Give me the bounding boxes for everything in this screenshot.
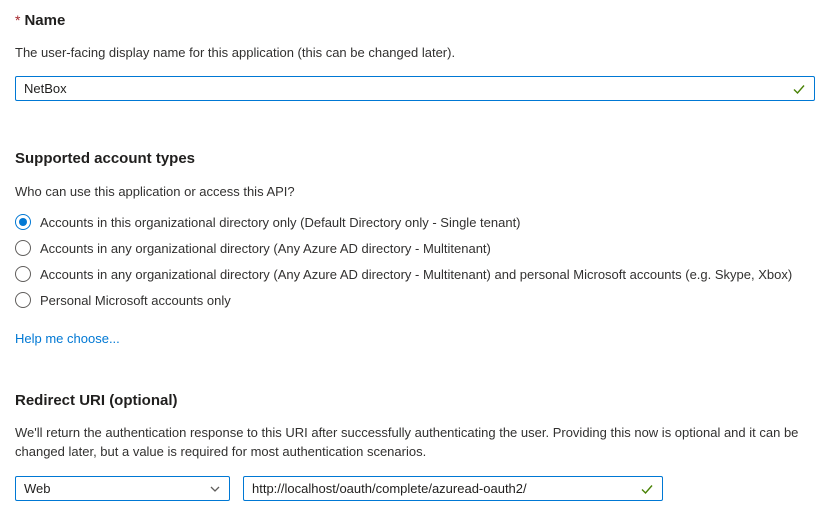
redirect-uri-description: We'll return the authentication response to this URI after successfully authenticating the user. Providing this now is optional and it can be changed later, but a value is required for most authentication scenarios. <box>15 425 799 459</box>
platform-select[interactable] <box>15 476 230 501</box>
redirect-uri-row <box>15 476 815 501</box>
radio-option-label: Personal Microsoft accounts only <box>40 292 231 308</box>
redirect-uri-title: Redirect URI (optional) <box>15 392 178 409</box>
redirect-uri-input[interactable] <box>252 481 632 496</box>
radio-option-label: Accounts in any organizational directory (Any Azure AD directory - Multitenant) <box>40 240 491 256</box>
name-input[interactable] <box>24 81 784 96</box>
name-field-description: The user-facing display name for this application (this can be changed later). <box>15 45 456 60</box>
radio-icon <box>15 292 31 308</box>
account-types-radio-group <box>15 209 815 313</box>
radio-option-personal-only[interactable] <box>15 287 815 313</box>
name-field-label <box>15 12 815 29</box>
name-input-box <box>15 76 815 101</box>
radio-option-single-tenant[interactable] <box>15 209 815 235</box>
valid-check-icon <box>792 82 806 96</box>
chevron-down-icon <box>209 483 221 495</box>
platform-select-value: Web <box>24 481 51 496</box>
radio-icon <box>15 266 31 282</box>
name-label-text: Name <box>24 12 66 29</box>
required-asterisk: * <box>15 12 21 28</box>
help-me-choose-link[interactable]: Help me choose... <box>15 331 120 346</box>
redirect-uri-input-box <box>243 476 663 501</box>
radio-option-label: Accounts in this organizational directory only (Default Directory only - Single tenant) <box>40 214 521 230</box>
radio-icon <box>15 240 31 256</box>
radio-option-multitenant[interactable] <box>15 235 815 261</box>
account-types-title: Supported account types <box>15 150 196 167</box>
account-types-question: Who can use this application or access this API? <box>15 184 295 199</box>
valid-check-icon <box>640 482 654 496</box>
radio-icon <box>15 214 31 230</box>
radio-option-label: Accounts in any organizational directory (Any Azure AD directory - Multitenant) and personal Microsoft accounts (e.g. Skype, Xbox) <box>40 266 793 282</box>
radio-option-multitenant-personal[interactable] <box>15 261 815 287</box>
